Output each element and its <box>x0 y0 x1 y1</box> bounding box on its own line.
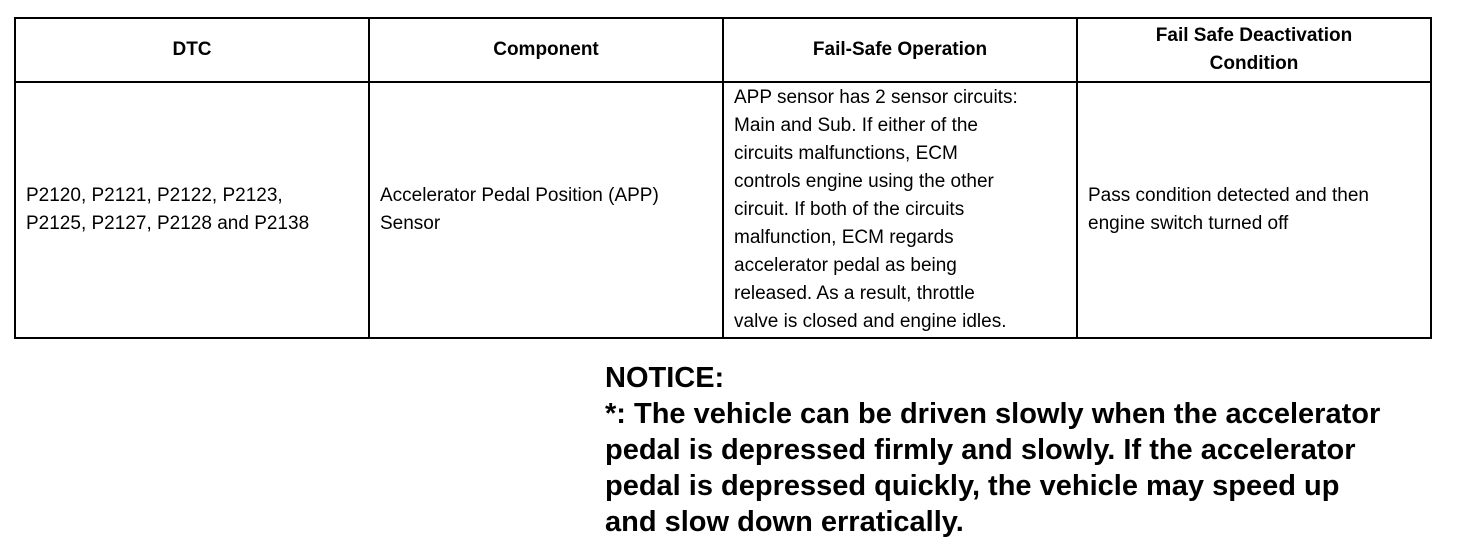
header-row <box>15 18 1431 82</box>
cell-deactivation-condition: Pass condition detected and then engine switch turned off <box>1077 82 1431 338</box>
header-deactivation-condition: Fail Safe Deactivation Condition <box>1077 18 1431 82</box>
table-header <box>15 18 1431 82</box>
cell-dtc-codes: P2120, P2121, P2122, P2123, P2125, P2127, P2128 and P2138 <box>15 82 369 338</box>
cell-component: Accelerator Pedal Position (APP) Sensor <box>369 82 723 338</box>
notice-body: *: The vehicle can be driven slowly when the accelerator pedal is depressed firmly and slowly. If the accelerator pedal is depressed quickly, the vehicle may speed up and slow down erratically. <box>605 398 1381 538</box>
notice-block <box>605 360 1455 540</box>
fail-safe-table <box>14 17 1432 339</box>
header-component: Component <box>369 18 723 82</box>
notice-title: NOTICE: <box>605 362 725 394</box>
table-row <box>15 82 1431 338</box>
header-dtc: DTC <box>15 18 369 82</box>
cell-fail-safe-operation: APP sensor has 2 sensor circuits: Main and Sub. If either of the circuits malfunctions, ECM controls engine using the other circuit. If both of the circuits malfunction, ECM regards accelerator pedal as being released. As a result, throttle valve is closed and engine idles. <box>723 82 1077 338</box>
table-body <box>15 82 1431 338</box>
header-fail-safe-operation: Fail-Safe Operation <box>723 18 1077 82</box>
